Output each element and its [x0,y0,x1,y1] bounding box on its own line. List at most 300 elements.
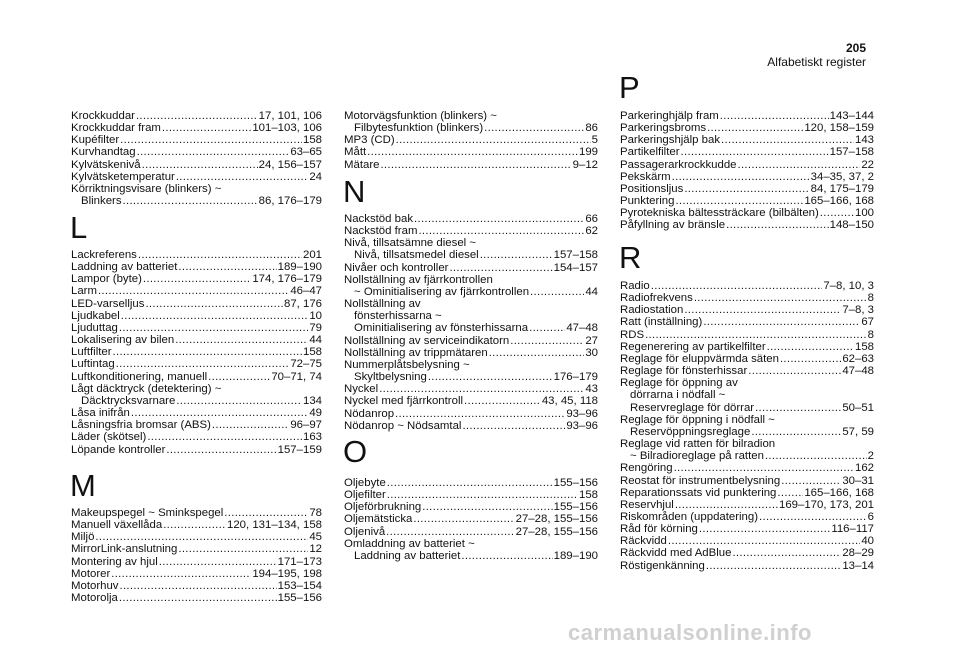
index-pages: 155–156 [277,592,322,605]
dot-leader [119,580,276,592]
index-group-n [344,213,598,432]
index-group-m [71,507,322,604]
index-pages: 93–96 [566,407,598,420]
index-term: Nackstöd fram [344,225,418,238]
index-entry [620,329,874,341]
index-term: Manuell växellåda [71,519,163,532]
index-entry [344,489,598,501]
index-entry [344,213,598,225]
index-pages: 62 [585,225,598,238]
index-pages: 12 [309,543,322,556]
dot-leader [224,507,308,519]
dot-leader [387,477,553,489]
dot-leader [396,134,591,146]
index-entry [344,513,598,525]
dot-leader [449,262,552,274]
index-term: Löpande kontroller [71,443,166,456]
index-term: Krockkuddar fram [71,122,161,135]
index-entry [71,322,322,334]
index-pages: 189–190 [277,261,322,274]
dot-leader [137,146,290,158]
index-term: Motorer [71,567,111,580]
index-entry [344,501,598,513]
index-pages: 93–96 [566,419,598,432]
dot-leader [208,371,270,383]
index-entry [620,195,874,207]
index-term: Omladdning av batteriet ~ [344,537,475,550]
dot-leader [461,550,552,562]
index-pages: 40 [861,535,874,548]
dot-leader [386,526,514,538]
index-term: Filbytesfunktion (blinkers) [354,122,484,135]
index-term: Parkeringsbroms [620,122,707,135]
dot-leader [175,334,308,346]
index-pages: 7–8, 10, 3 [823,280,874,292]
index-term: Ljuduttag [71,321,118,334]
index-group-l [71,249,322,456]
dot-leader [510,335,584,347]
index-entry [620,304,874,316]
index-pages: 24 [309,170,322,183]
dot-leader [178,261,276,273]
dot-leader [720,110,829,122]
index-pages: 6 [867,510,874,523]
watermark: carmanualsonline.info [568,620,812,645]
index-entry [344,122,598,134]
index-pages: 27–28, 155–156 [515,513,598,526]
index-pages: 27–28, 155–156 [515,525,598,538]
dot-leader [120,134,302,146]
index-term: LED-varselljus [71,297,145,310]
index-entry [71,395,322,407]
index-term: Lokalisering av bilen [71,334,175,347]
index-entry [344,322,598,334]
index-term: Nyckel [344,383,379,396]
index-pages: 62–63 [842,352,874,365]
index-entry [71,580,322,592]
index-entry [71,310,322,322]
index-term: Däcktrycksvarnare [81,394,176,407]
index-pages: 66 [585,213,598,225]
index-term: Nollställning av fjärrkontrollen [344,273,493,286]
index-term: ~ Bilradioreglage på ratten [630,450,764,463]
dot-leader [123,195,258,207]
index-pages: 44 [585,285,598,298]
index-term: Reglage för fönsterhissar [620,365,748,378]
index-pages: 134 [302,394,322,407]
index-term: Nivå, tillsatsmedel diesel [354,249,479,262]
index-pages: 44 [309,334,322,347]
index-entry [71,507,322,519]
index-entry [71,285,322,297]
index-term: Montering av hjul [71,555,158,568]
index-pages: 120, 131–134, 158 [226,519,322,532]
index-term: Luftintag [71,358,115,371]
index-term: Rengöring [620,462,673,475]
index-pages: 28–29 [842,547,874,560]
index-term: Oljenivå [344,525,386,538]
index-term: Nollställning av [344,298,421,311]
index-entry [620,171,874,183]
index-entry [620,438,874,450]
page-header [767,42,866,69]
index-group-k [71,110,322,207]
index-pages: 63–65 [290,146,322,159]
dot-leader [484,122,584,134]
index-entry [71,110,322,122]
dot-leader [116,358,290,370]
index-pages: 154–157 [553,261,598,274]
index-pages: 101–103, 106 [252,122,322,135]
index-term: Reglage för eluppvärmda säten [620,352,779,365]
index-entry [71,407,322,419]
index-pages: 158 [578,489,598,502]
index-entry [344,225,598,237]
index-pages: 8 [867,328,874,341]
index-pages: 84, 175–179 [810,182,874,195]
dot-leader [684,304,841,316]
index-group-m-cont [344,110,598,171]
dot-leader [163,519,226,531]
section-letter-o: O [343,434,368,469]
index-pages: 158 [854,340,874,353]
index-term: Motorolja [71,592,118,605]
dot-leader [178,543,308,555]
index-entry [71,358,322,370]
index-term: Påfyllning av bränsle [620,219,726,232]
dot-leader [668,535,860,547]
index-term: Laddning av batteriet [354,549,461,562]
index-entry [71,273,322,285]
index-term: Låsningsfria bromsar (ABS) [71,419,211,432]
index-term: Låsa inifrån [71,407,130,420]
dot-leader [699,523,830,535]
index-pages: 86 [585,122,598,135]
index-entry [620,560,874,572]
index-pages: 8 [867,292,874,305]
index-term: Radio [620,280,650,292]
dot-leader [166,444,276,456]
index-pages: 174, 176–179 [252,273,322,286]
index-entry [344,237,598,249]
index-pages: 158 [302,346,322,359]
index-entry [71,122,322,134]
index-entry [620,389,874,401]
index-term: Kylvätskenivå [71,158,141,171]
index-entry [620,450,874,462]
index-entry [620,219,874,231]
dot-leader [703,316,860,328]
index-entry [71,159,322,171]
index-entry [71,249,322,261]
index-term: Nödanrop [344,407,395,420]
index-entry [344,134,598,146]
section-letter-m: M [70,468,96,503]
index-entry [620,353,874,365]
index-term: Oljebyte [344,477,386,489]
index-entry [620,316,874,328]
index-entry [344,359,598,371]
index-pages: 24, 156–157 [258,158,322,171]
index-term: Motorvägsfunktion (blinkers) ~ [344,110,497,122]
index-pages: 155–156 [553,477,598,489]
dot-leader [159,556,277,568]
index-term: Reparationssats vid punktering [620,486,777,499]
index-pages: 148–150 [829,219,874,232]
index-entry [344,146,598,158]
index-term: Mått [344,146,367,159]
index-term: Ljudkabel [71,309,120,322]
page-title: Alfabetiskt register [767,55,866,69]
index-entry [620,110,874,122]
index-pages: 157–158 [553,249,598,262]
index-pages: 171–173 [277,555,322,568]
dot-leader [98,285,289,297]
dot-leader [674,462,854,474]
dot-leader [651,280,823,292]
index-term: Lackreferens [71,249,137,261]
index-pages: 157–159 [277,443,322,456]
dot-leader [489,347,585,359]
dot-leader [380,159,571,171]
index-term: ~ Ominitialisering av fjärrkontrollen [354,285,530,298]
index-entry [71,431,322,443]
dot-leader [462,420,565,432]
index-entry [344,335,598,347]
index-term: Nivåer och kontroller [344,261,449,274]
index-term: Riskområden (uppdatering) [620,510,759,523]
dot-leader [428,371,553,383]
index-pages: 86, 176–179 [258,195,322,208]
index-pages: 50–51 [842,401,874,414]
index-pages: 165–166, 168 [804,486,874,499]
dot-leader [707,122,803,134]
index-term: Nackstöd bak [344,213,414,225]
index-pages: 30 [585,346,598,359]
index-pages: 43, 45, 118 [541,395,598,408]
index-pages: 34–35, 37, 2 [810,170,874,183]
index-entry [344,110,598,122]
index-entry [344,298,598,310]
index-term: Räckvidd med AdBlue [620,547,732,560]
index-term: Krockkuddar [71,110,135,122]
index-pages: 49 [309,407,322,420]
dot-leader [675,499,778,511]
index-term: Oljefilter [344,489,386,502]
index-entry [620,414,874,426]
index-term: Parkeringhjälp fram [620,110,719,122]
index-term: Larm [71,285,97,298]
index-pages: 153–154 [277,579,322,592]
dot-leader [767,341,854,353]
index-term: Reglage för öppning av [620,377,738,390]
index-term: Reservreglage för dörrar [630,401,755,414]
index-pages: 9–12 [572,158,598,171]
index-entry [344,286,598,298]
index-term: Ominitialisering av fönsterhissarna [354,322,529,335]
dot-leader [751,426,841,438]
index-term: Pyrotekniska bältessträckare (bilbälten) [620,207,819,220]
index-pages: 201 [302,249,322,261]
dot-leader [726,219,829,231]
index-pages: 57, 59 [842,425,874,438]
dot-leader [820,207,854,219]
index-pages: 169–170, 173, 201 [778,498,874,511]
index-entry [71,261,322,273]
index-pages: 22 [861,158,874,171]
index-term: Luftfilter [71,346,112,359]
index-term: dörrarna i nödfall ~ [630,389,726,402]
index-entry [620,377,874,389]
index-term: Nummerplåtsbelysning ~ [344,358,470,371]
index-entry [344,383,598,395]
index-entry [620,547,874,559]
dot-leader [145,298,283,310]
index-entry [620,462,874,474]
index-entry [620,159,874,171]
dot-leader [780,353,841,365]
index-pages: 176–179 [553,371,598,384]
index-entry [620,523,874,535]
index-entry [620,487,874,499]
index-pages: 70–71, 74 [271,370,322,383]
index-term: Oljeförbrukning [344,501,422,514]
index-entry [620,499,874,511]
index-term: Nivå, tillsatsämne diesel ~ [344,237,476,250]
index-term: Räckvidd [620,535,667,548]
index-term: MirrorLink-anslutning [71,543,178,556]
index-term: Råd för körning [620,523,698,536]
index-entry [71,134,322,146]
dot-leader [418,225,584,237]
index-pages: 78 [309,507,322,519]
index-term: Nollställning av serviceindikatorn [344,334,510,347]
dot-leader [781,475,841,487]
index-term: Radiostation [620,304,684,317]
index-entry [620,122,874,134]
dot-leader [765,450,867,462]
index-entry [344,395,598,407]
index-pages: 158 [302,134,322,147]
index-pages: 87, 176 [283,297,322,310]
index-term: fönsterhissarna ~ [354,310,442,323]
index-term: Nollställning av trippmätaren [344,346,488,359]
index-entry [344,249,598,261]
index-term: Mätare [344,158,380,171]
index-entry [344,310,598,322]
dot-leader [684,183,809,195]
dot-leader [119,592,277,604]
index-pages: 45 [309,531,322,544]
dot-leader [176,395,302,407]
section-letter-n: N [343,174,366,209]
dot-leader [138,249,302,261]
index-entry [71,444,322,456]
index-pages: 162 [854,462,874,475]
index-term: MP3 (CD) [344,134,395,147]
dot-leader [738,159,861,171]
index-pages: 47–48 [566,322,598,335]
index-term: Regenerering av partikelfilter [620,340,766,353]
index-entry [71,519,322,531]
index-pages: 155–156 [553,501,598,514]
dot-leader [422,501,552,513]
index-entry [71,334,322,346]
dot-leader [645,329,867,341]
index-entry [620,146,874,158]
dot-leader [119,322,308,334]
index-term: Parkeringshjälp bak [620,134,721,147]
index-entry [71,556,322,568]
index-term: Radiofrekvens [620,292,693,305]
index-term: Kurvhandtag [71,146,136,159]
index-entry [71,371,322,383]
index-term: Skyltbelysning [354,371,427,384]
index-entry [620,426,874,438]
page-number: 205 [845,41,866,55]
index-pages: 143 [854,134,874,147]
index-term: Reservöppningsreglage [630,425,751,438]
dot-leader [748,365,841,377]
index-entry [620,535,874,547]
dot-leader [721,134,854,146]
index-entry [71,298,322,310]
dot-leader [694,292,867,304]
index-term: Makeupspegel ~ Sminkspegel [71,507,224,519]
index-pages: 27 [585,334,598,347]
index-pages: 116–117 [831,523,874,536]
index-term: Positionsljus [620,182,684,195]
index-entry [71,592,322,604]
index-entry [620,365,874,377]
index-entry [344,159,598,171]
index-term: Reglage för öppning i nödfall ~ [620,413,775,426]
dot-leader [212,419,289,431]
index-entry [344,371,598,383]
index-entry [71,146,322,158]
index-pages: 47–48 [842,365,874,378]
index-entry [71,183,322,195]
index-pages: 157–158 [829,146,874,159]
index-term: Ratt (inställning) [620,316,703,329]
index-term: Läder (skötsel) [71,431,147,444]
index-term: Lampor (byte) [71,273,142,286]
index-group-p [620,110,874,232]
index-term: Oljemätsticka [344,513,413,526]
index-term: Punktering [620,195,675,208]
section-letter-p: P [619,70,640,105]
section-letter-r: R [619,240,642,275]
index-term: Motorhuv [71,579,119,592]
index-entry [71,531,322,543]
index-entry [71,543,322,555]
index-pages: 30–31 [842,474,874,487]
index-entry [71,195,322,207]
index-pages: 46–47 [290,285,322,298]
index-term: RDS [620,328,645,341]
index-term: Lågt däcktryck (detektering) ~ [71,382,222,395]
dot-leader [176,171,309,183]
index-pages: 5 [591,134,598,147]
dot-leader [529,322,565,334]
index-term: Pekskärm [620,170,671,183]
dot-leader [111,568,251,580]
index-pages: 43 [585,383,598,396]
index-pages: 163 [302,431,322,444]
index-pages: 2 [867,450,874,463]
index-term: Nödanrop ~ Nödsamtal [344,419,462,432]
index-entry [620,292,874,304]
